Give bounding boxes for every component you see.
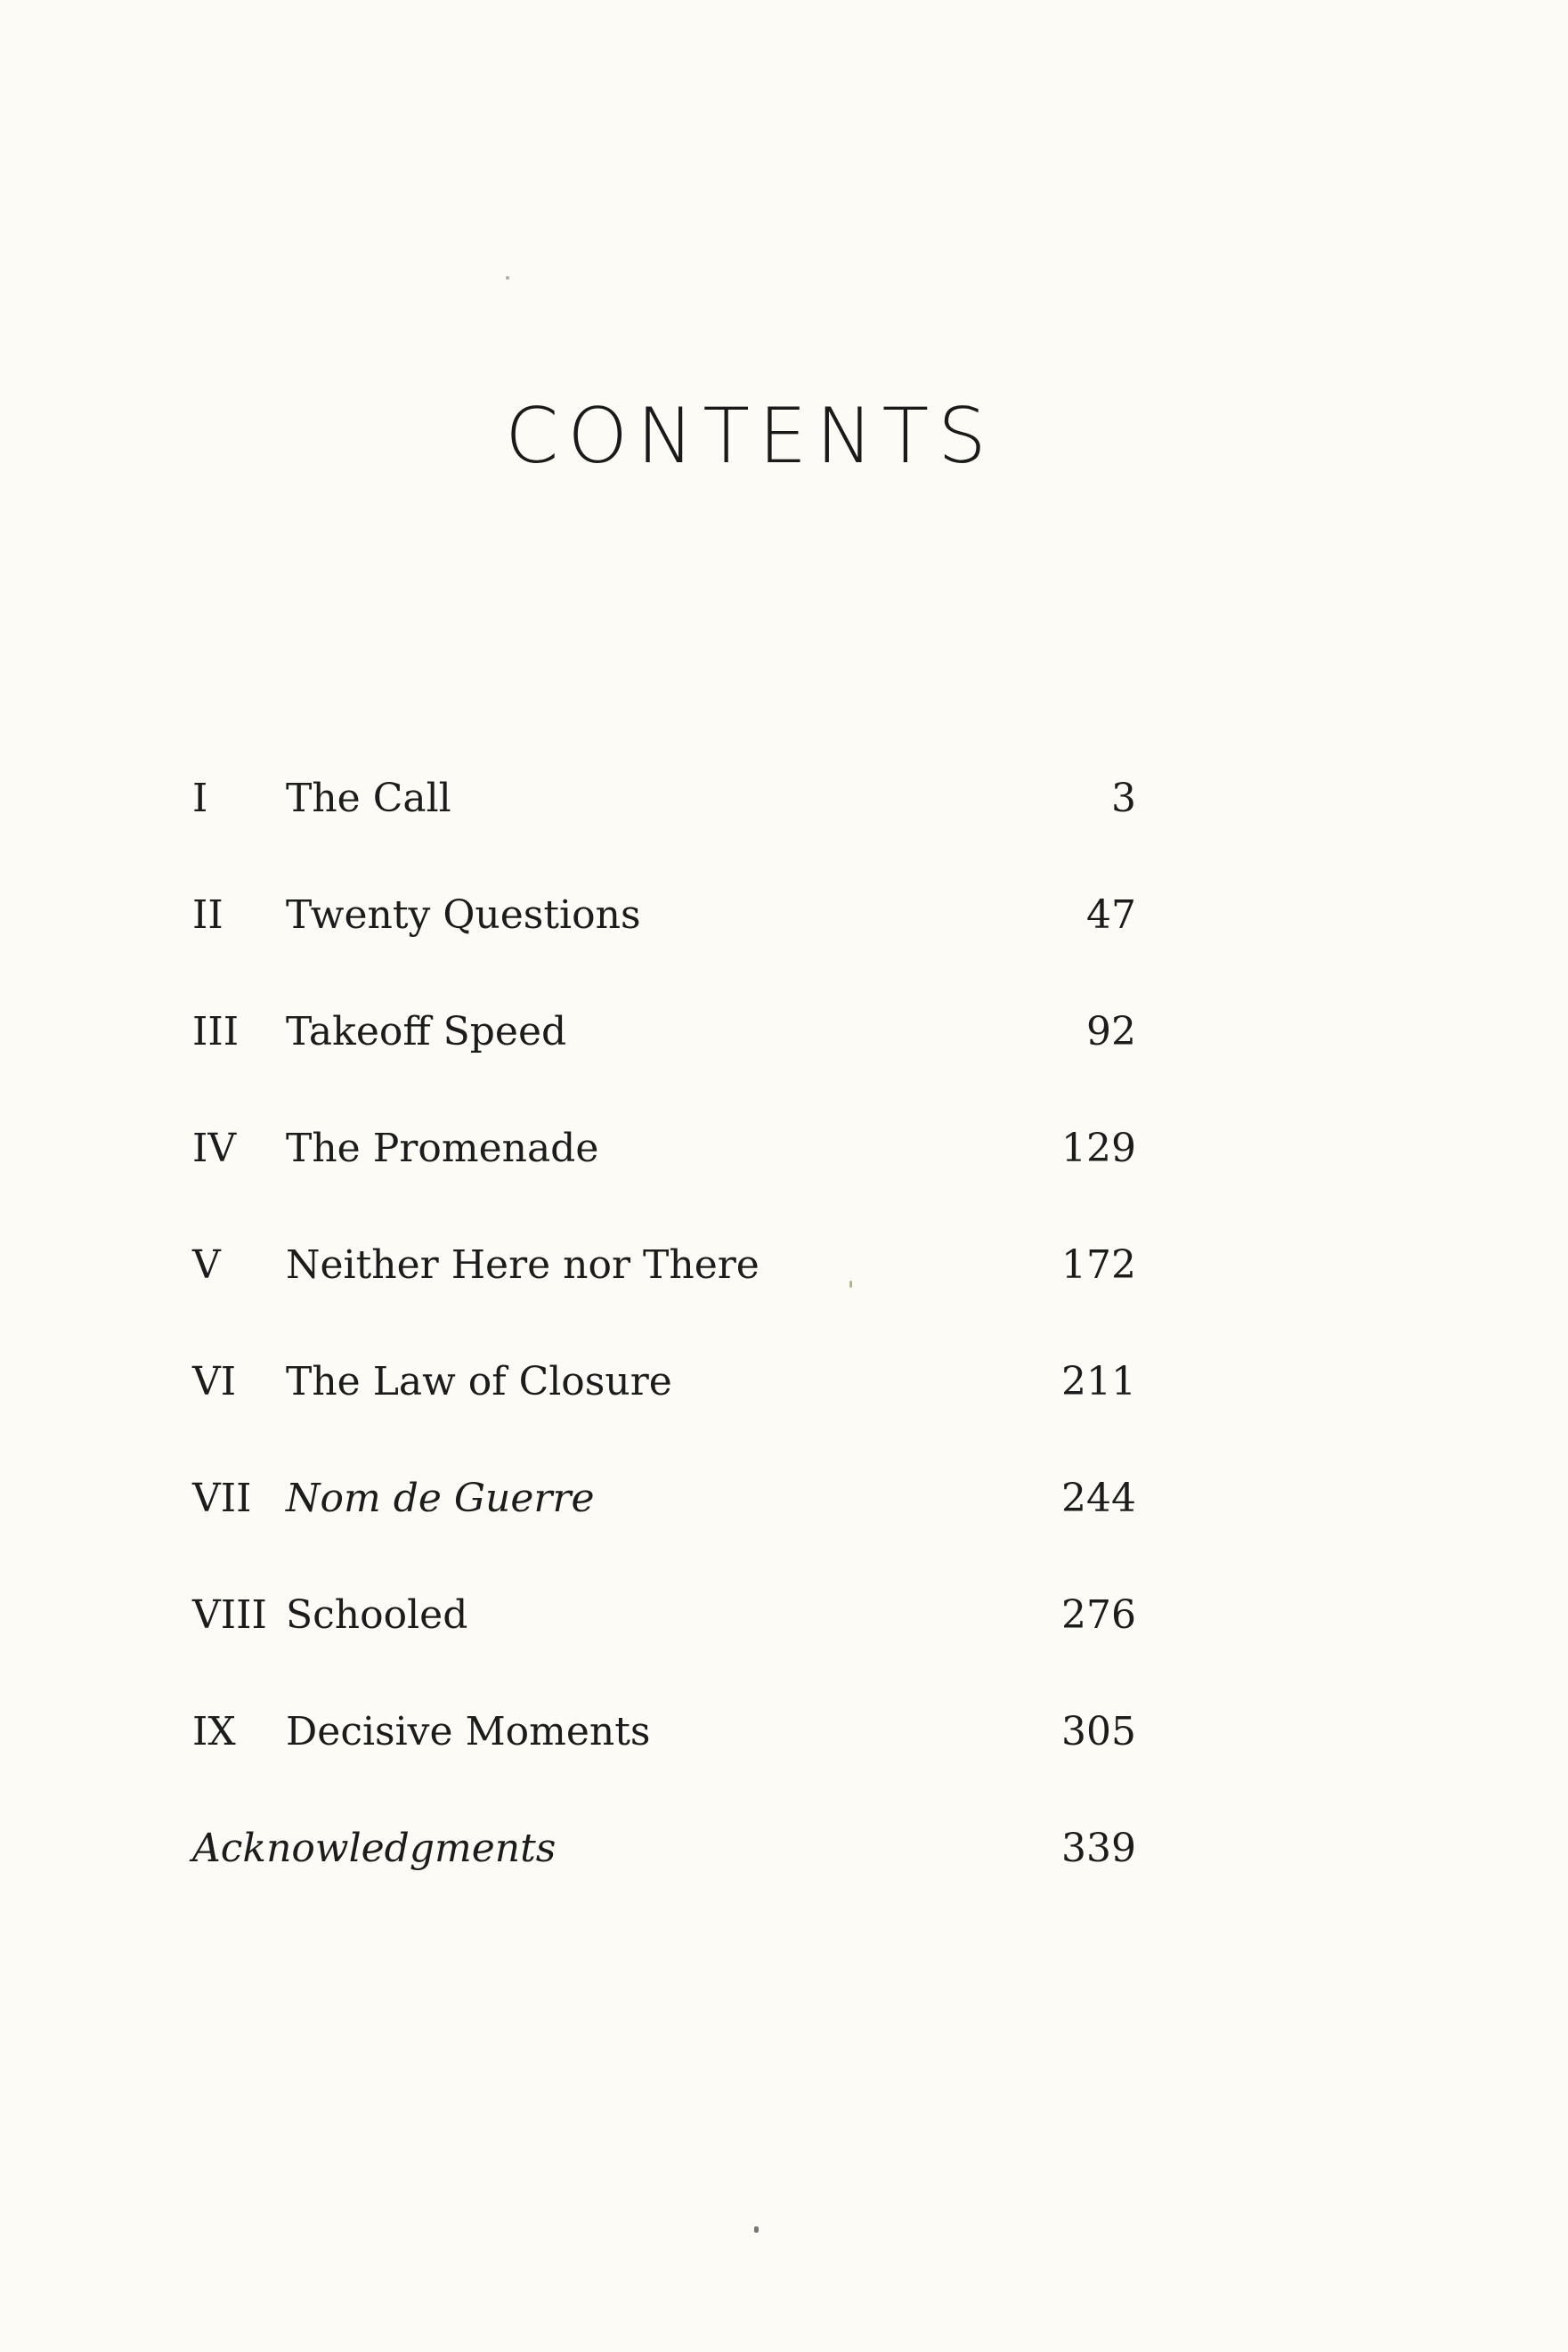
chapter-number: III [192,1009,240,1054]
paper-speck [754,2226,759,2233]
chapter-number: VIII [192,1592,267,1638]
page-title: CONTENTS [505,392,995,481]
toc-entry-7 [192,1468,1136,1584]
page-number: 47 [1086,892,1136,938]
chapter-title: Acknowledgments [192,1826,557,1871]
chapter-title: Twenty Questions [286,892,641,938]
chapter-title: The Promenade [286,1126,599,1171]
toc-entry-6 [192,1351,1136,1468]
page-number: 172 [1061,1242,1136,1288]
page-number: 3 [1111,776,1136,821]
chapter-number: II [192,892,223,938]
chapter-title: The Law of Closure [286,1359,672,1404]
chapter-number: IX [192,1709,236,1754]
toc-entry-2 [192,884,1136,1001]
toc-entry-9 [192,1701,1136,1818]
page-number: 305 [1061,1709,1136,1754]
chapter-title: Takeoff Speed [286,1009,567,1054]
toc-entry-8 [192,1584,1136,1701]
page-number: 92 [1086,1009,1136,1054]
chapter-number: I [192,776,208,821]
chapter-number: VII [192,1476,252,1521]
chapter-title: The Call [286,776,451,821]
page-number: 129 [1061,1126,1136,1171]
toc-entry-1 [192,768,1136,884]
toc-entry-3 [192,1001,1136,1118]
page-number: 276 [1061,1592,1136,1638]
chapter-title: Nom de Guerre [286,1476,595,1521]
toc-entry-5 [192,1234,1136,1351]
table-of-contents [192,768,1136,1934]
chapter-number: IV [192,1126,237,1171]
paper-speck [849,1281,852,1288]
chapter-title: Neither Here nor There [286,1242,760,1288]
toc-entry-acknowledgments [192,1818,1136,1934]
page-number: 211 [1061,1359,1136,1404]
page-number: 244 [1061,1476,1136,1521]
chapter-title: Schooled [286,1592,468,1638]
chapter-title: Decisive Moments [286,1709,651,1754]
paper-speck [506,276,509,280]
page-number: 339 [1061,1826,1136,1871]
chapter-number: V [192,1242,221,1288]
toc-entry-4 [192,1118,1136,1234]
chapter-number: VI [192,1359,237,1404]
